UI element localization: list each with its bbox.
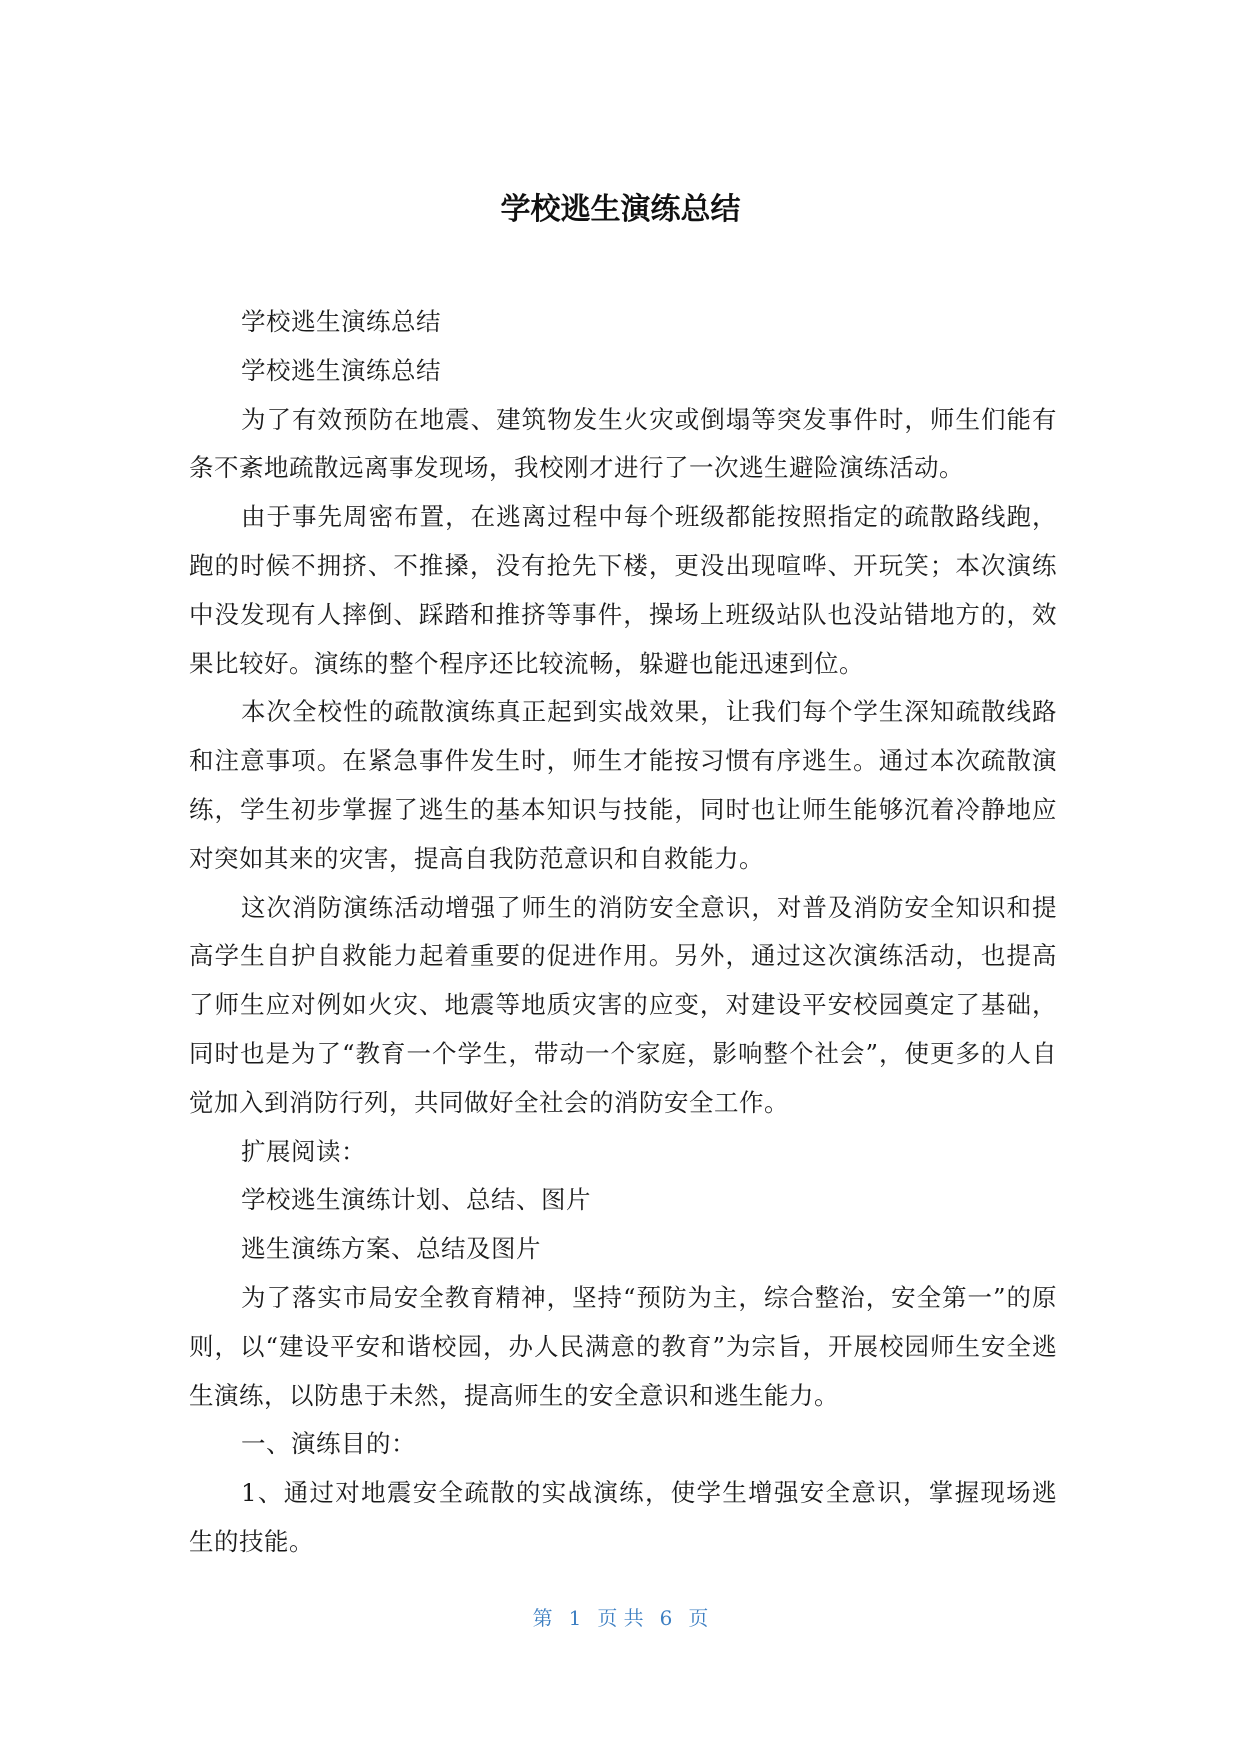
footer-middle: 页 共 bbox=[597, 1606, 644, 1630]
paragraph: 由于事先周密布置，在逃离过程中每个班级都能按照指定的疏散路线跑，跑的时候不拥挤、不推搡，没有抢先下楼，更没出现喧哗、开玩笑；本次演练中没发现有人摔倒、踩踏和推挤等事件，操场上班级站队也没站错地方的，效果比较好。演练的整个程序还比较流畅，躲避也能迅速到位。 bbox=[189, 502, 1057, 678]
footer-prefix: 第 bbox=[532, 1606, 553, 1630]
paragraph: 学校逃生演练总结 bbox=[241, 307, 441, 336]
paragraph: 1、通过对地震安全疏散的实战演练，使学生增强安全意识，掌握现场逃生的技能。 bbox=[189, 1478, 1057, 1556]
footer-suffix: 页 bbox=[688, 1606, 709, 1630]
page-footer bbox=[0, 1603, 1241, 1633]
extended-reading-link: 学校逃生演练计划、总结、图片 bbox=[241, 1185, 591, 1215]
paragraph: 为了有效预防在地震、建筑物发生火灾或倒塌等突发事件时，师生们能有条不紊地疏散远离事发现场，我校刚才进行了一次逃生避险演练活动。 bbox=[189, 404, 1057, 483]
paragraph: 扩展阅读： bbox=[241, 1136, 366, 1166]
document-body bbox=[189, 298, 1057, 1567]
page-title: 学校逃生演练总结 bbox=[500, 192, 741, 227]
total-pages-number: 6 bbox=[659, 1606, 673, 1630]
paragraph: 为了落实市局安全教育精神，坚持“预防为主，综合整治，安全第一”的原则，以“建设平安和谐校园，办人民满意的教育”为宗旨，开展校园师生安全逃生演练，以防患于未然，提高师生的安全意识和逃生能力。 bbox=[189, 1282, 1057, 1410]
extended-reading-link: 逃生演练方案、总结及图片 bbox=[241, 1234, 541, 1264]
paragraph: 这次消防演练活动增强了师生的消防安全意识，对普及消防安全知识和提高学生自护自救能力起着重要的促进作用。另外，通过这次演练活动，也提高了师生应对例如火灾、地震等地质灾害的应变，对建设平安校园奠定了基础，同时也是为了“教育一个学生，带动一个家庭，影响整个社会”，使更多的人自觉加入到消防行列，共同做好全社会的消防安全工作。 bbox=[189, 892, 1057, 1117]
current-page-number: 1 bbox=[568, 1606, 582, 1630]
section-heading: 一、演练目的： bbox=[241, 1429, 416, 1459]
paragraph: 学校逃生演练总结 bbox=[241, 355, 441, 385]
paragraph: 本次全校性的疏散演练真正起到实战效果，让我们每个学生深知疏散线路和注意事项。在紧急事件发生时，师生才能按习惯有序逃生。通过本次疏散演练，学生初步掌握了逃生的基本知识与技能，同时也让师生能够沉着冷静地应对突如其来的灾害，提高自我防范意识和自救能力。 bbox=[189, 697, 1057, 873]
